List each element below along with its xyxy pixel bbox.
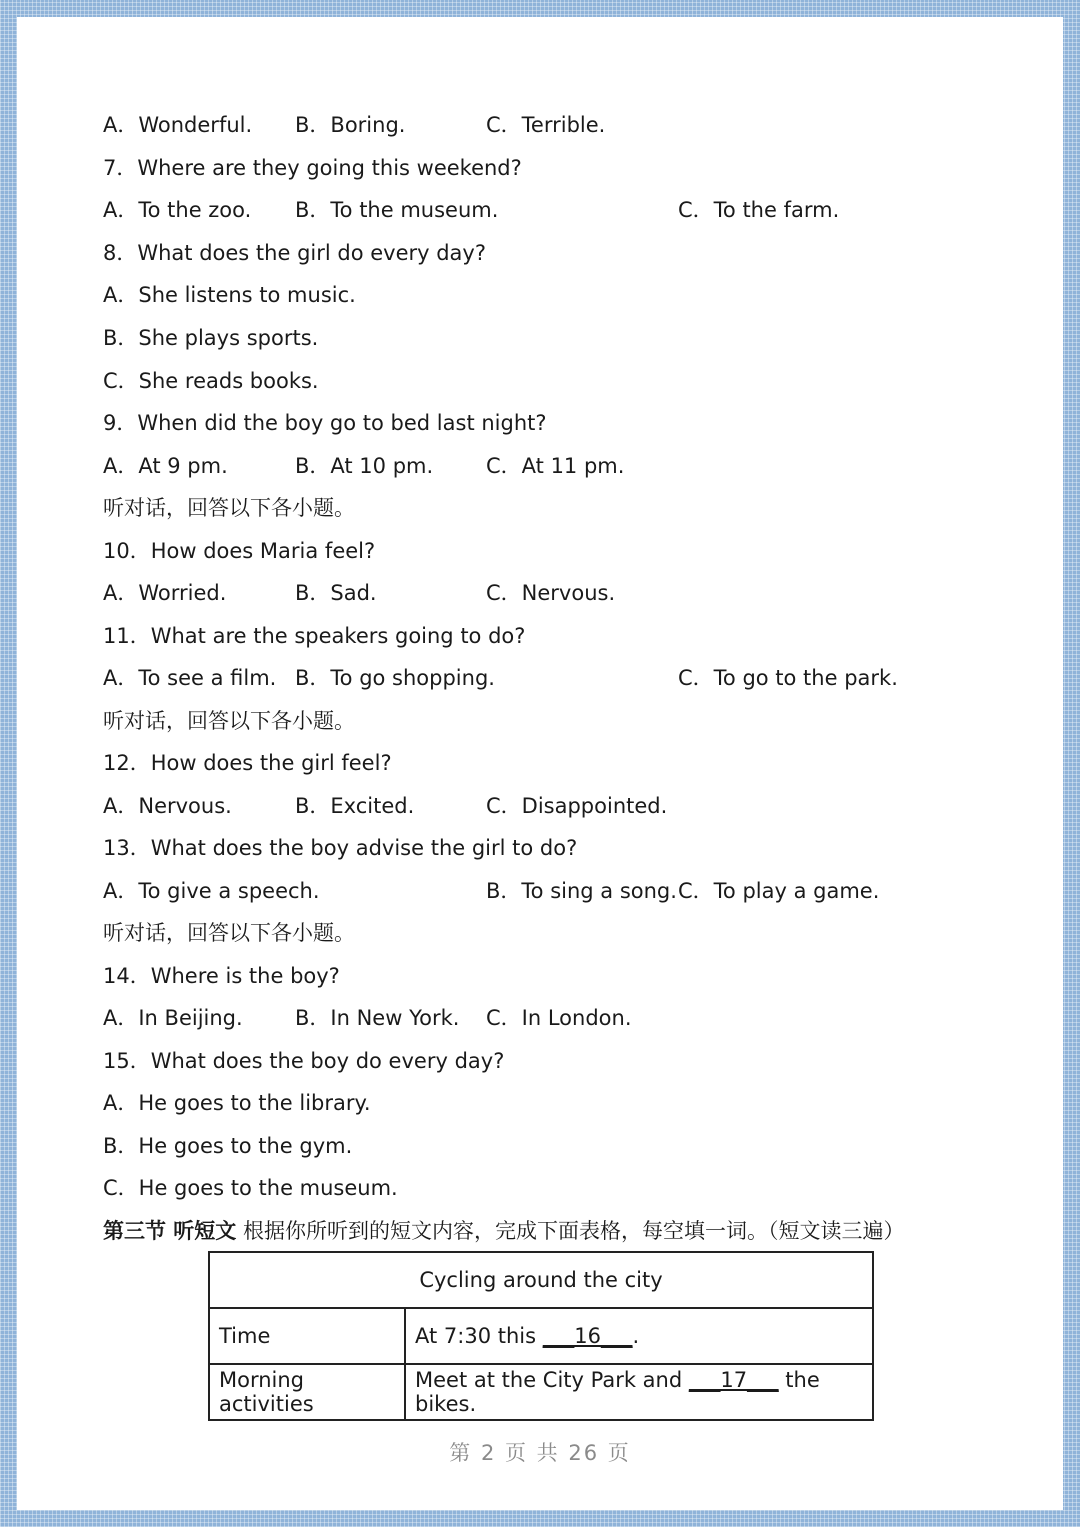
q7-option-c: C．To the farm. <box>678 198 840 222</box>
instruction-dialogue-3: 听对话，回答以下各小题。 <box>103 921 355 945</box>
q8-option-c: C．She reads books. <box>103 369 319 393</box>
q14-option-a: A．In Beijing. <box>103 1006 243 1030</box>
q7-option-a: A．To the zoo. <box>103 198 252 222</box>
q13-option-b: B．To sing a song. <box>486 879 677 903</box>
q7-stem: 7．Where are they going this weekend? <box>103 156 522 180</box>
page-footer: 第 2 页 共 26 页 <box>449 1441 631 1465</box>
q10-stem: 10．How does Maria feel? <box>103 539 376 563</box>
q14-option-c: C．In London. <box>486 1006 632 1030</box>
q15-option-c: C．He goes to the museum. <box>103 1176 398 1200</box>
q11-option-b: B．To go shopping. <box>295 666 495 690</box>
morning-prefix: Meet at the City Park and <box>415 1368 689 1392</box>
time-suffix: . <box>632 1324 640 1348</box>
time-prefix: At 7:30 this <box>415 1324 543 1348</box>
q13-option-c: C．To play a game. <box>678 879 880 903</box>
q14-stem: 14．Where is the boy? <box>103 964 340 988</box>
table-row <box>209 1308 873 1364</box>
q9-option-a: A．At 9 pm. <box>103 454 228 478</box>
exam-page <box>17 17 1063 1510</box>
q12-option-a: A．Nervous. <box>103 794 232 818</box>
q10-option-a: A．Worried. <box>103 581 227 605</box>
q15-option-a: A．He goes to the library. <box>103 1091 371 1115</box>
q8-option-b: B．She plays sports. <box>103 326 319 350</box>
blank-17[interactable]: ___17___ <box>688 1368 779 1392</box>
q13-stem: 13．What does the boy advise the girl to do? <box>103 836 578 860</box>
q6-option-b: B．Boring. <box>295 113 406 137</box>
q15-stem: 15．What does the boy do every day? <box>103 1049 505 1073</box>
q9-stem: 9．When did the boy go to bed last night? <box>103 411 547 435</box>
instruction-dialogue-2: 听对话，回答以下各小题。 <box>103 709 355 733</box>
q11-option-c: C．To go to the park. <box>678 666 898 690</box>
table-row-value-time <box>405 1308 873 1364</box>
q6-option-c: C．Terrible. <box>486 113 606 137</box>
table-title: Cycling around the city <box>209 1252 873 1308</box>
blank-16[interactable]: ___16___ <box>542 1324 633 1348</box>
q12-option-c: C．Disappointed. <box>486 794 668 818</box>
q13-option-a: A．To give a speech. <box>103 879 320 903</box>
q8-stem: 8．What does the girl do every day? <box>103 241 487 265</box>
q12-option-b: B．Excited. <box>295 794 415 818</box>
q14-option-b: B．In New York. <box>295 1006 460 1030</box>
q10-option-c: C．Nervous. <box>486 581 616 605</box>
q8-option-a: A．She listens to music. <box>103 283 356 307</box>
section3-title: 第三节 听短文 <box>103 1219 237 1243</box>
q9-option-b: B．At 10 pm. <box>295 454 434 478</box>
q15-option-b: B．He goes to the gym. <box>103 1134 353 1158</box>
table-row <box>209 1364 873 1420</box>
table-row-label-time: Time <box>209 1308 405 1364</box>
q11-option-a: A．To see a film. <box>103 666 277 690</box>
q9-option-c: C．At 11 pm. <box>486 454 625 478</box>
q7-option-b: B．To the museum. <box>295 198 499 222</box>
table-row-value-morning <box>405 1364 873 1420</box>
section3-heading <box>103 1217 905 1245</box>
q11-stem: 11．What are the speakers going to do? <box>103 624 526 648</box>
q12-stem: 12．How does the girl feel? <box>103 751 392 775</box>
q6-option-a: A．Wonderful. <box>103 113 253 137</box>
instruction-dialogue-1: 听对话，回答以下各小题。 <box>103 496 355 520</box>
section3-instruction: 根据你所听到的短文内容，完成下面表格，每空填一词。（短文读三遍） <box>236 1219 905 1243</box>
q10-option-b: B．Sad. <box>295 581 377 605</box>
cycling-table <box>208 1251 874 1421</box>
table-row-label-morning: Morning activities <box>209 1364 405 1420</box>
morning-suffix: the bikes. <box>415 1368 820 1416</box>
